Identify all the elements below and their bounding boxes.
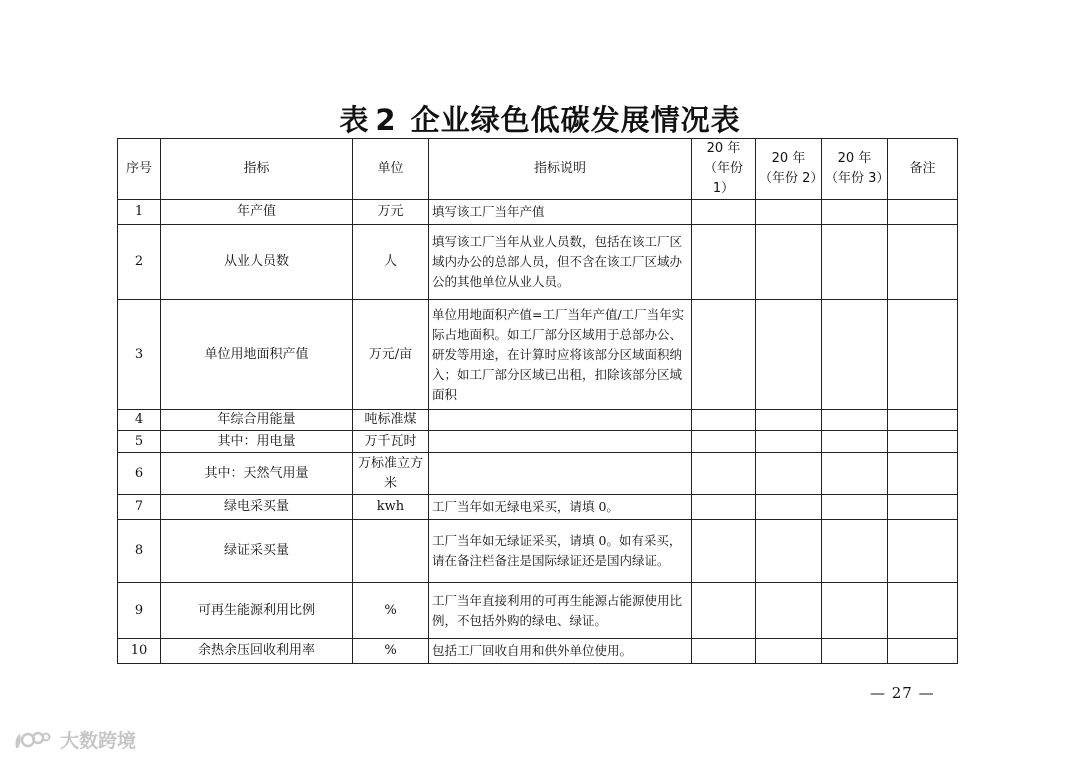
- header-year3: [822, 139, 888, 200]
- table-row: [118, 225, 958, 300]
- page-title: [0, 98, 1080, 139]
- row-unit: [353, 520, 429, 583]
- row-year3-cell[interactable]: [822, 639, 888, 664]
- header-year2-line1: 20 年: [771, 151, 806, 166]
- row-year1-cell[interactable]: [692, 583, 756, 639]
- row-note-cell[interactable]: [888, 225, 958, 300]
- row-indicator: 绿电采买量: [161, 495, 353, 520]
- table-row: [118, 453, 958, 495]
- row-year2-cell[interactable]: [756, 200, 822, 225]
- green-development-table: [117, 138, 958, 664]
- row-year2-cell[interactable]: [756, 520, 822, 583]
- table-row: [118, 495, 958, 520]
- header-year2: [756, 139, 822, 200]
- row-desc: [429, 453, 692, 495]
- row-seq: 2: [118, 225, 161, 300]
- table-row: [118, 200, 958, 225]
- row-year3-cell[interactable]: [822, 200, 888, 225]
- row-year2-cell[interactable]: [756, 300, 822, 410]
- header-year1-line2: （年份 1）: [703, 161, 743, 196]
- row-unit: 万元/亩: [353, 300, 429, 410]
- row-year1-cell[interactable]: [692, 453, 756, 495]
- row-indicator: 年产值: [161, 200, 353, 225]
- row-unit: 万元: [353, 200, 429, 225]
- row-year1-cell[interactable]: [692, 410, 756, 431]
- row-note-cell[interactable]: [888, 453, 958, 495]
- row-seq: 3: [118, 300, 161, 410]
- row-year2-cell[interactable]: [756, 431, 822, 453]
- row-desc: 工厂当年直接利用的可再生能源占能源使用比例，不包括外购的绿电、绿证。: [429, 583, 692, 639]
- row-seq: 9: [118, 583, 161, 639]
- row-note-cell[interactable]: [888, 410, 958, 431]
- header-row: [118, 139, 958, 200]
- row-year1-cell[interactable]: [692, 495, 756, 520]
- row-year1-cell[interactable]: [692, 520, 756, 583]
- row-desc: 工厂当年如无绿电采买，请填 0。: [429, 495, 692, 520]
- row-indicator: 单位用地面积产值: [161, 300, 353, 410]
- row-note-cell[interactable]: [888, 300, 958, 410]
- table-row: [118, 520, 958, 583]
- row-desc: 包括工厂回收自用和供外单位使用。: [429, 639, 692, 664]
- row-year3-cell[interactable]: [822, 431, 888, 453]
- row-desc: 填写该工厂当年从业人员数，包括在该工厂区域内办公的总部人员，但不含在该工厂区域办公的其他单位从业人员。: [429, 225, 692, 300]
- header-unit: 单位: [353, 139, 429, 200]
- row-indicator: 从业人员数: [161, 225, 353, 300]
- row-unit: 万标准立方米: [353, 453, 429, 495]
- row-unit: %: [353, 639, 429, 664]
- row-unit: kwh: [353, 495, 429, 520]
- row-desc: 单位用地面积产值=工厂当年产值/工厂当年实际占地面积。如工厂部分区域用于总部办公、研发等用途，在计算时应将该部分区域面积纳入；如工厂部分区域已出租，扣除该部分区域面积: [429, 300, 692, 410]
- table-row: [118, 431, 958, 453]
- row-seq: 7: [118, 495, 161, 520]
- row-seq: 1: [118, 200, 161, 225]
- row-indicator: 其中：天然气用量: [161, 453, 353, 495]
- row-unit: 人: [353, 225, 429, 300]
- header-year1: [692, 139, 756, 200]
- header-note: 备注: [888, 139, 958, 200]
- row-year1-cell[interactable]: [692, 300, 756, 410]
- row-note-cell[interactable]: [888, 520, 958, 583]
- table-row: [118, 583, 958, 639]
- header-indicator: 指标: [161, 139, 353, 200]
- row-year2-cell[interactable]: [756, 495, 822, 520]
- row-year3-cell[interactable]: [822, 495, 888, 520]
- table-row: [118, 639, 958, 664]
- row-year2-cell[interactable]: [756, 225, 822, 300]
- row-seq: 6: [118, 453, 161, 495]
- row-indicator: 绿证采买量: [161, 520, 353, 583]
- header-year2-line2: （年份 2）: [759, 171, 824, 186]
- row-desc: 工厂当年如无绿证采买，请填 0。如有采买，请在备注栏备注是国际绿证还是国内绿证。: [429, 520, 692, 583]
- row-note-cell[interactable]: [888, 495, 958, 520]
- row-year1-cell[interactable]: [692, 431, 756, 453]
- row-year1-cell[interactable]: [692, 225, 756, 300]
- table-row: [118, 410, 958, 431]
- table-row: [118, 300, 958, 410]
- row-note-cell[interactable]: [888, 200, 958, 225]
- watermark-logo-icon: [12, 728, 56, 752]
- row-indicator: 余热余压回收利用率: [161, 639, 353, 664]
- row-indicator: 其中：用电量: [161, 431, 353, 453]
- row-seq: 10: [118, 639, 161, 664]
- row-note-cell[interactable]: [888, 431, 958, 453]
- row-seq: 4: [118, 410, 161, 431]
- row-desc: [429, 410, 692, 431]
- row-seq: 8: [118, 520, 161, 583]
- title-text: 企业绿色低碳发展情况表: [410, 103, 741, 137]
- header-desc: 指标说明: [429, 139, 692, 200]
- watermark: [12, 726, 136, 753]
- row-year3-cell[interactable]: [822, 225, 888, 300]
- watermark-text: 大数跨境: [60, 730, 137, 752]
- row-unit: 万千瓦时: [353, 431, 429, 453]
- row-year1-cell[interactable]: [692, 200, 756, 225]
- row-indicator: 年综合用能量: [161, 410, 353, 431]
- row-year2-cell[interactable]: [756, 410, 822, 431]
- header-year1-line1: 20 年: [706, 141, 741, 156]
- row-desc: 填写该工厂当年产值: [429, 200, 692, 225]
- row-unit: 吨标准煤: [353, 410, 429, 431]
- title-number: 2: [375, 103, 397, 137]
- row-year3-cell[interactable]: [822, 520, 888, 583]
- row-year3-cell[interactable]: [822, 410, 888, 431]
- row-desc: [429, 431, 692, 453]
- header-seq: 序号: [118, 139, 161, 200]
- row-indicator: 可再生能源利用比例: [161, 583, 353, 639]
- row-note-cell[interactable]: [888, 583, 958, 639]
- row-seq: 5: [118, 431, 161, 453]
- header-year3-line1: 20 年: [837, 151, 872, 166]
- row-year3-cell[interactable]: [822, 453, 888, 495]
- row-year1-cell[interactable]: [692, 639, 756, 664]
- row-unit: %: [353, 583, 429, 639]
- row-year3-cell[interactable]: [822, 583, 888, 639]
- page-number: — 27 —: [870, 684, 935, 702]
- row-year2-cell[interactable]: [756, 453, 822, 495]
- title-prefix: 表: [339, 103, 370, 137]
- row-note-cell[interactable]: [888, 639, 958, 664]
- row-year2-cell[interactable]: [756, 639, 822, 664]
- row-year2-cell[interactable]: [756, 583, 822, 639]
- header-year3-line2: （年份 3）: [825, 171, 890, 186]
- row-year3-cell[interactable]: [822, 300, 888, 410]
